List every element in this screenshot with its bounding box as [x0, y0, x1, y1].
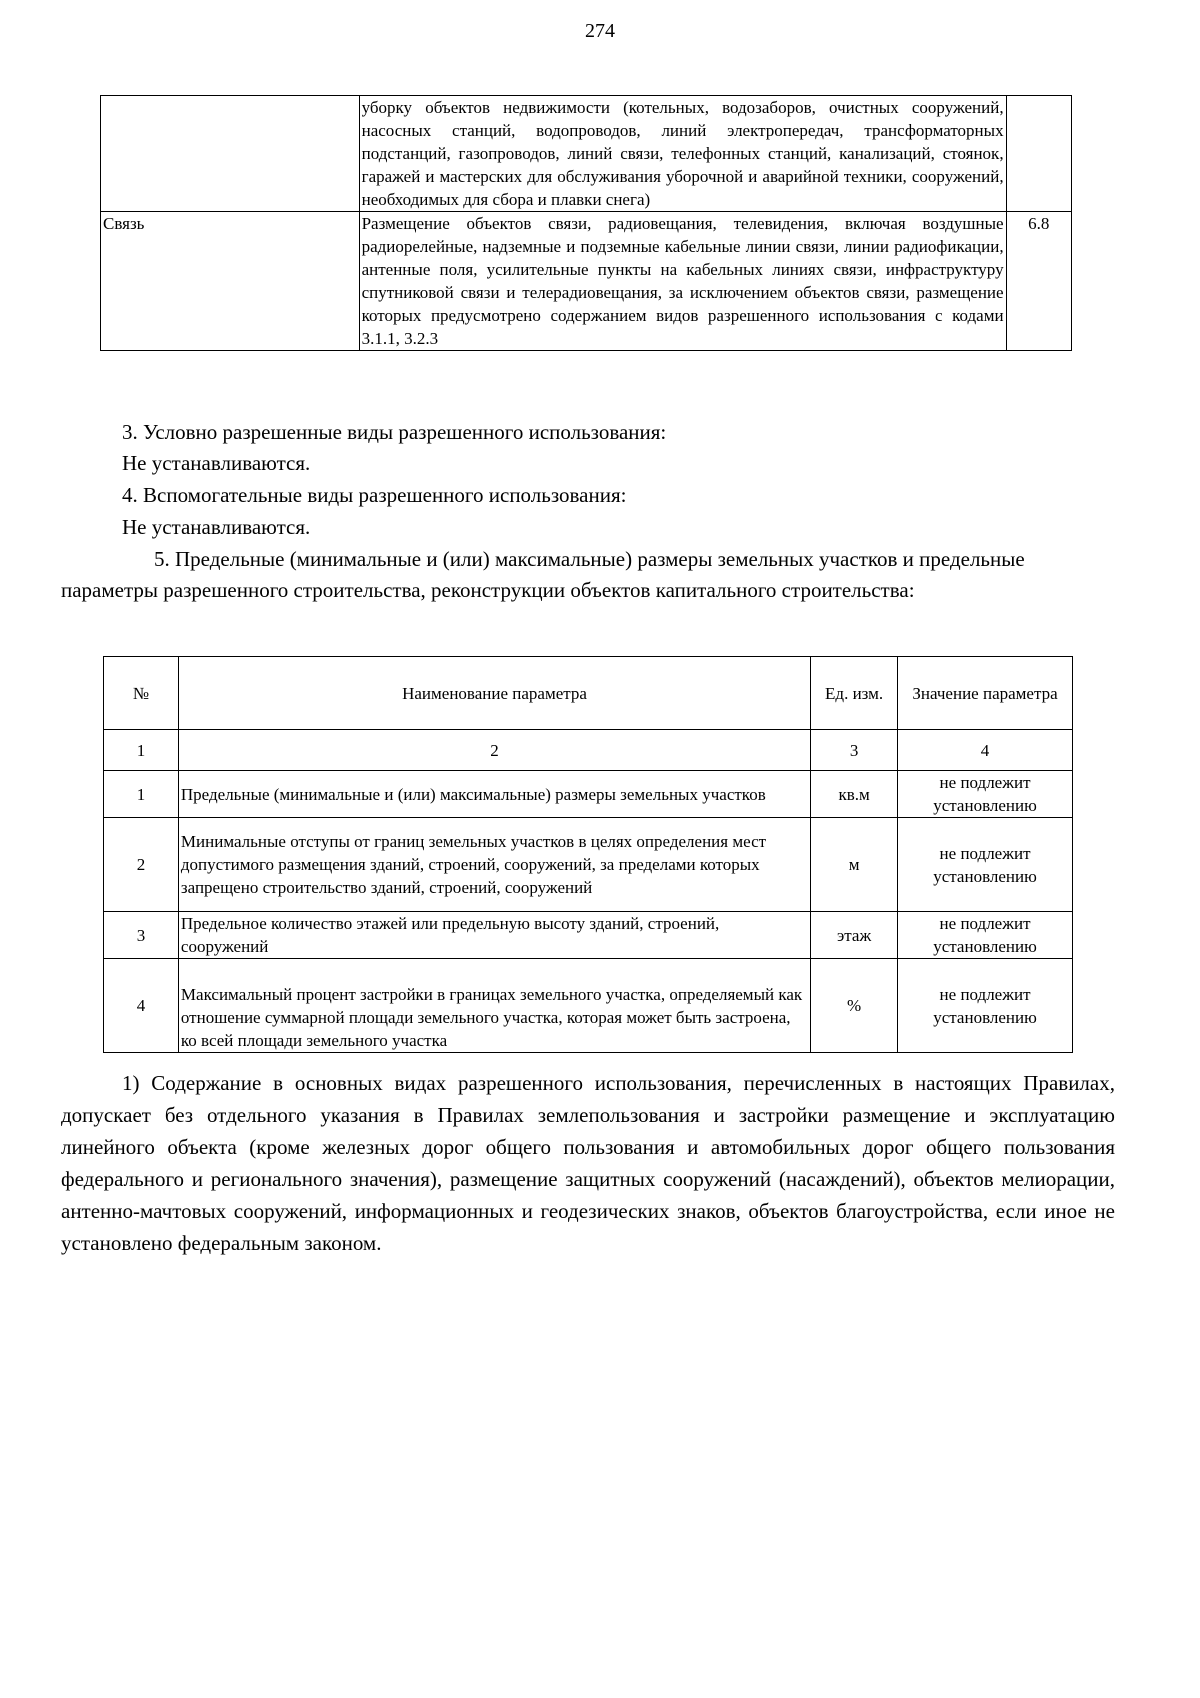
column-number: 2	[178, 730, 810, 771]
use-description-cell: Размещение объектов связи, радиовещания, телевидения, включая воздушные радиорелейные, надземные и подземные кабельные линии связи, линии радиофикации, антенные поля, усилительные пункты на кабельных линиях связи, инфраструктуру спутниковой связи и телерадиовещания, за исключением объектов связи, размещение которых предусмотрено содержанием видов разрешенного использования с кодами 3.1.1, 3.2.3	[359, 212, 1006, 351]
parameter-value: не подлежит установлению	[898, 912, 1073, 959]
permitted-uses-table	[100, 95, 1072, 351]
table-row	[104, 912, 1073, 959]
section-3-title: 3. Условно разрешенные виды разрешенного использования:	[122, 420, 667, 444]
row-number: 1	[104, 771, 179, 818]
column-number: 4	[898, 730, 1073, 771]
use-code-cell: 6.8	[1006, 212, 1071, 351]
header-number: №	[104, 657, 179, 730]
parameter-unit: кв.м	[811, 771, 898, 818]
use-name-cell: Связь	[101, 212, 360, 351]
column-number-row	[104, 730, 1073, 771]
table-row	[101, 212, 1072, 351]
row-number: 4	[104, 959, 179, 1053]
table-row	[104, 959, 1073, 1053]
parameter-name: Максимальный процент застройки в границах земельного участка, определяемый как отношение суммарной площади земельного участка, которая может быть застроена, ко всей площади земельного участка	[178, 959, 810, 1053]
page-number: 274	[585, 20, 615, 42]
use-name-cell	[101, 96, 360, 212]
parameter-name: Предельные (минимальные и (или) максимальные) размеры земельных участков	[178, 771, 810, 818]
column-number: 1	[104, 730, 179, 771]
header-unit: Ед. изм.	[811, 657, 898, 730]
section-3-value: Не устанавливаются.	[122, 451, 311, 475]
parameter-name: Минимальные отступы от границ земельных участков в целях определения мест допустимого размещения зданий, строений, сооружений, за пределами которых запрещено строительство зданий, строений, сооружений	[178, 818, 810, 912]
use-description-cell: уборку объектов недвижимости (котельных, водозаборов, очистных сооружений, насосных станций, водопроводов, линий электропередач, трансформаторных подстанций, газопроводов, линий связи, телефонных станций, канализаций, стоянок, гаражей и мастерских для обслуживания уборочной и аварийной техники, сооружений, необходимых для сбора и плавки снега)	[359, 96, 1006, 212]
parameter-unit: этаж	[811, 912, 898, 959]
parameter-unit: м	[811, 818, 898, 912]
section-4-title: 4. Вспомогательные виды разрешенного использования:	[122, 483, 627, 507]
section-5-title: 5. Предельные (минимальные и (или) максимальные) размеры земельных участков и предельные параметры разрешенного строительства, реконструкции объектов капитального строительства:	[61, 547, 1025, 602]
header-parameter-name: Наименование параметра	[178, 657, 810, 730]
row-number: 2	[104, 818, 179, 912]
parameter-value: не подлежит установлению	[898, 771, 1073, 818]
table-header-row	[104, 657, 1073, 730]
parameter-unit: %	[811, 959, 898, 1053]
table-row	[101, 96, 1072, 212]
table-row	[104, 818, 1073, 912]
row-number: 3	[104, 912, 179, 959]
parameter-value: не подлежит установлению	[898, 959, 1073, 1053]
column-number: 3	[811, 730, 898, 771]
parameter-value: не подлежит установлению	[898, 818, 1073, 912]
footnote-paragraph: 1) Содержание в основных видах разрешенного использования, перечисленных в настоящих Правилах, допускает без отдельного указания в Правилах землепользования и застройки размещение и эксплуатацию линейного объекта (кроме железных дорог общего пользования и автомобильных дорог общего пользования федерального и регионального значения), размещение защитных сооружений (насаждений), объектов мелиорации, антенно-мачтовых сооружений, информационных и геодезических знаков, объектов благоустройства, если иное не установлено федеральным законом.	[61, 1071, 1115, 1255]
header-value: Значение параметра	[898, 657, 1073, 730]
use-code-cell	[1006, 96, 1071, 212]
table-row	[104, 771, 1073, 818]
section-4-value: Не устанавливаются.	[122, 515, 311, 539]
parameters-table	[103, 656, 1073, 1053]
parameter-name: Предельное количество этажей или предельную высоту зданий, строений, сооружений	[178, 912, 810, 959]
